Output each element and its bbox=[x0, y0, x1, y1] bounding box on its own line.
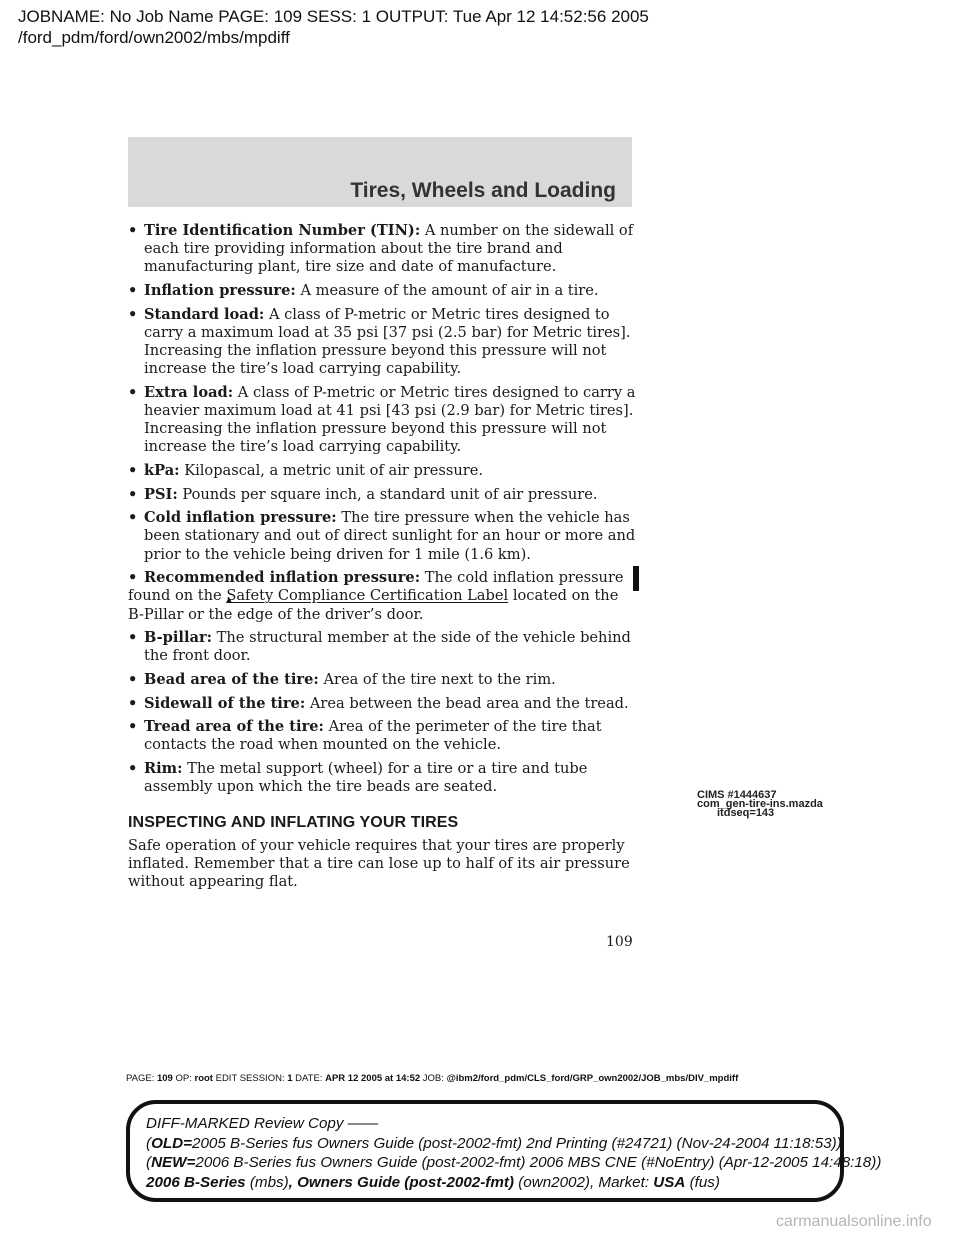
page-info-value: 109 bbox=[156, 1073, 173, 1084]
job-header bbox=[18, 6, 649, 48]
definition-text: Area between the bead area and the tread. bbox=[309, 694, 629, 712]
page-content bbox=[128, 222, 638, 891]
section-heading: INSPECTING AND INFLATING YOUR TIRES bbox=[128, 814, 459, 832]
bullet: • bbox=[128, 759, 138, 777]
watermark: carmanualsonline.info bbox=[776, 1213, 932, 1230]
definition-text: The cold inflation pressure bbox=[424, 569, 624, 587]
bullet: • bbox=[128, 383, 138, 401]
page-info-label: PAGE: bbox=[126, 1073, 155, 1084]
definition-term: Tire Identification Number (TIN): bbox=[144, 222, 421, 239]
job-header-line1: JOBNAME: No Job Name PAGE: 109 SESS: 1 OUTPUT: Tue Apr 12 14:52:56 2005 bbox=[18, 7, 649, 26]
definition-item bbox=[128, 671, 638, 689]
definition-item bbox=[128, 384, 638, 457]
page-info-value: APR 12 2005 at 14:52 bbox=[325, 1073, 421, 1084]
definition-text: The structural member at the side of the vehicle behind the front door. bbox=[144, 629, 631, 665]
diff-product-model: 2006 B-Series bbox=[146, 1173, 246, 1191]
definition-text: A class of P-metric or Metric tires designed to carry a heavier maximum load at 41 psi [43 psi (2.9 bar) for Metric tires]. Increasing the inflation pressure beyond this pressure will not increase the tire’s load carrying capability. bbox=[144, 383, 636, 456]
definition-text: The tire pressure when the vehicle has been stationary and out of direct sunlight for an hour or more and prior to the vehicle being driven for 1 mile (1.6 km). bbox=[144, 509, 636, 563]
page-info-value: 1 bbox=[287, 1073, 293, 1084]
definition-text: located on the B-Pillar or the edge of the driver’s door. bbox=[128, 587, 619, 623]
cims-reference bbox=[697, 791, 823, 818]
definition-item bbox=[128, 486, 638, 504]
definition-term: Tread area of the tire: bbox=[144, 718, 324, 736]
definition-text: Pounds per square inch, a standard unit of air pressure. bbox=[182, 485, 598, 503]
definition-term: Rim: bbox=[144, 759, 183, 777]
definition-term: kPa: bbox=[144, 462, 180, 479]
definition-term: Bead area of the tire: bbox=[144, 670, 319, 688]
definition-term: Inflation pressure: bbox=[144, 282, 296, 299]
bullet: • bbox=[128, 282, 138, 299]
page-info-label: OP: bbox=[175, 1073, 192, 1084]
definition-term: PSI: bbox=[144, 485, 178, 503]
diff-new-label: NEW= bbox=[151, 1154, 196, 1171]
definition-text: The metal support (wheel) for a tire or a tire and tube assembly upon which the tire beads are seated. bbox=[144, 759, 588, 796]
definition-text: found on the bbox=[128, 587, 222, 605]
definition-term: B-pillar: bbox=[144, 629, 213, 647]
definition-term: Sidewall of the tire: bbox=[144, 694, 306, 712]
definition-item bbox=[128, 760, 638, 796]
diff-old-text: 2005 B-Series fus Owners Guide (post-2002-fmt) 2nd Printing (#24721) (Nov-24-2004 11:18:53)) bbox=[192, 1134, 842, 1152]
diff-review-box bbox=[126, 1100, 882, 1202]
bullet: • bbox=[128, 629, 138, 647]
diff-new-line: (NEW=2006 B-Series fus Owners Guide (post-2002-fmt) 2006 MBS CNE (#NoEntry) (Apr-12-2005 14:48:18)) bbox=[146, 1154, 882, 1171]
definition-item bbox=[128, 462, 638, 480]
page-info-value: @ibm2/ford_pdm/CLS_ford/GRP_own2002/JOB_mbs/DIV_mpdiff bbox=[446, 1073, 739, 1084]
definition-text: Area of the perimeter of the tire that contacts the road when mounted on the vehicle. bbox=[144, 718, 602, 754]
diff-old-line: (OLD=2005 B-Series fus Owners Guide (post-2002-fmt) 2nd Printing (#24721) (Nov-24-2004 11:18:53)) bbox=[146, 1134, 842, 1152]
bullet: • bbox=[128, 718, 138, 736]
page-info-value: root bbox=[194, 1073, 213, 1084]
bullet: • bbox=[128, 509, 138, 527]
definition-item bbox=[128, 718, 638, 754]
definition-item bbox=[128, 306, 638, 379]
bullet: • bbox=[128, 305, 138, 323]
bullet: • bbox=[128, 694, 138, 712]
bullet: • bbox=[128, 485, 138, 503]
definition-text: Kilopascal, a metric unit of air pressure. bbox=[184, 462, 484, 479]
diff-title: DIFF-MARKED Review Copy —— bbox=[146, 1115, 379, 1132]
definition-term: Cold inflation pressure: bbox=[144, 509, 337, 527]
definition-item bbox=[128, 629, 638, 665]
bullet: • bbox=[128, 670, 138, 688]
page-info-label: JOB: bbox=[422, 1073, 444, 1084]
definition-text: A measure of the amount of air in a tire. bbox=[300, 282, 599, 299]
definition-continuation bbox=[128, 587, 638, 623]
cims-line1: CIMS #1444637 bbox=[697, 789, 777, 801]
section-header-band bbox=[128, 137, 632, 207]
page-info-line bbox=[126, 1073, 738, 1084]
definition-item bbox=[128, 569, 638, 624]
safety-label-link: Safety Compliance Certification Label bbox=[226, 587, 509, 605]
diff-product-code: (mbs) bbox=[245, 1173, 289, 1191]
cims-line2: com_gen-tire-ins.mazda bbox=[697, 798, 823, 810]
page-number: 109 bbox=[606, 934, 633, 950]
definition-term: Standard load: bbox=[144, 305, 265, 323]
page-info-label: DATE: bbox=[295, 1073, 323, 1084]
definition-item bbox=[128, 695, 638, 713]
definition-term: Extra load: bbox=[144, 383, 234, 401]
section-paragraph: Safe operation of your vehicle requires that your tires are properly inflated. Remember that a tire can lose up to half of its air pressure without appearing flat. bbox=[128, 836, 630, 890]
diff-market-value: USA bbox=[653, 1173, 686, 1191]
diff-new-text: 2006 B-Series fus Owners Guide (post-2002-fmt) 2006 MBS CNE (#NoEntry) (Apr-12-2005 14:48:18)) bbox=[195, 1154, 882, 1171]
diff-market-code: (fus) bbox=[685, 1173, 720, 1191]
definition-term: Recommended inflation pressure: bbox=[144, 569, 421, 587]
diff-product-guide: , Owners Guide (post-2002-fmt) bbox=[288, 1173, 514, 1191]
job-header-line2: /ford_pdm/ford/own2002/mbs/mpdiff bbox=[18, 28, 290, 47]
definition-text: A number on the sidewall of each tire providing information about the tire brand and manufacturing plant, tire size and date of manufacture. bbox=[144, 222, 634, 276]
page-info-label: EDIT SESSION: bbox=[215, 1073, 285, 1084]
diff-old-label: OLD= bbox=[151, 1134, 192, 1152]
diff-product-line bbox=[146, 1173, 840, 1193]
definition-text: A class of P-metric or Metric tires designed to carry a maximum load at 35 psi [37 psi (2.5 bar) for Metric tires]. Increasing the inflation pressure beyond this pressure will not increase the tire’s load carrying capability. bbox=[144, 305, 631, 378]
definition-item bbox=[128, 282, 638, 300]
diff-product-guide-code: (own2002) bbox=[514, 1173, 590, 1191]
bullet: • bbox=[128, 222, 138, 239]
definition-item bbox=[128, 509, 638, 564]
change-bar bbox=[633, 566, 639, 591]
cims-line3: itdseq=143 bbox=[717, 807, 775, 819]
definition-item bbox=[128, 222, 638, 277]
definition-text: Area of the tire next to the rim. bbox=[323, 670, 556, 688]
section-title: Tires, Wheels and Loading bbox=[350, 179, 616, 202]
bullet: • bbox=[128, 569, 138, 587]
bullet: • bbox=[128, 462, 138, 479]
diff-market-label: , Market: bbox=[589, 1173, 654, 1191]
